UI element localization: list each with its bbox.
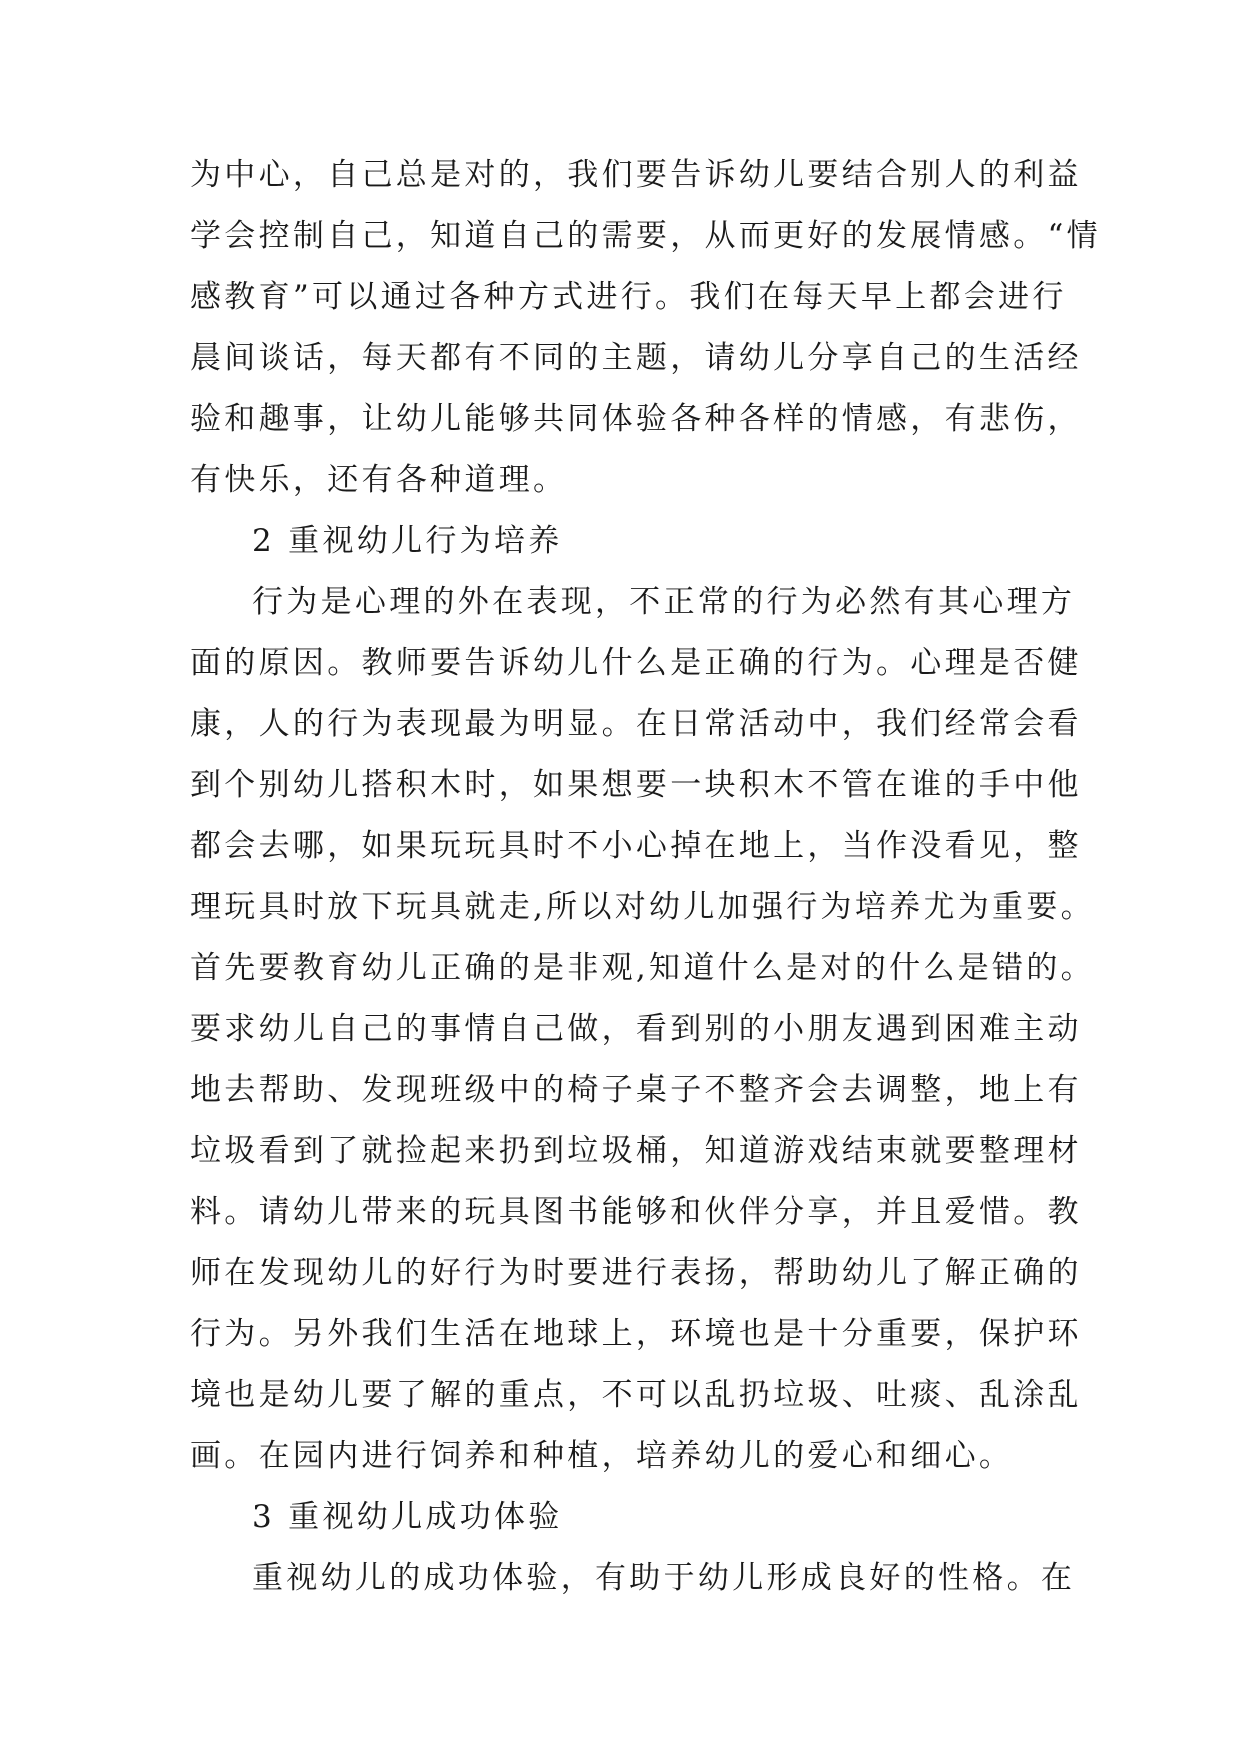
paragraph-line: 料。请幼儿带来的玩具图书能够和伙伴分享，并且爱惜。教: [190, 1194, 1082, 1230]
paragraph-line: 要求幼儿自己的事情自己做，看到别的小朋友遇到困难主动: [190, 1011, 1082, 1047]
paragraph-line: 画。在园内进行饲养和种植，培养幼儿的爱心和细心。: [190, 1438, 1014, 1474]
paragraph-line: 晨间谈话，每天都有不同的主题，请幼儿分享自己的生活经: [190, 340, 1082, 376]
paragraph-line: 地去帮助、发现班级中的椅子桌子不整齐会去调整，地上有: [190, 1072, 1082, 1108]
paragraph-line: 理玩具时放下玩具就走,所以对幼儿加强行为培养尤为重要。: [190, 889, 1095, 925]
paragraph-line: 为中心，自己总是对的，我们要告诉幼儿要结合别人的利益: [190, 157, 1082, 193]
paragraph-line: 感教育”可以通过各种方式进行。我们在每天早上都会进行: [190, 279, 1067, 315]
paragraph-line: 都会去哪，如果玩玩具时不小心掉在地上，当作没看见，整: [190, 828, 1082, 864]
section-heading: 3 重视幼儿成功体验: [252, 1499, 563, 1535]
paragraph-line: 学会控制自己，知道自己的需要，从而更好的发展情感。“情: [190, 218, 1101, 254]
paragraph-line: 验和趣事，让幼儿能够共同体验各种各样的情感，有悲伤，: [190, 401, 1082, 437]
paragraph-line: 重视幼儿的成功体验，有助于幼儿形成良好的性格。在: [252, 1560, 1076, 1596]
paragraph-line: 行为。另外我们生活在地球上，环境也是十分重要，保护环: [190, 1316, 1082, 1352]
paragraph-line: 康，人的行为表现最为明显。在日常活动中，我们经常会看: [190, 706, 1082, 742]
paragraph-line: 境也是幼儿要了解的重点，不可以乱扔垃圾、吐痰、乱涂乱: [190, 1377, 1082, 1413]
paragraph-line: 有快乐，还有各种道理。: [190, 462, 568, 498]
paragraph-line: 面的原因。教师要告诉幼儿什么是正确的行为。心理是否健: [190, 645, 1082, 681]
section-heading: 2 重视幼儿行为培养: [252, 523, 563, 559]
paragraph-line: 首先要教育幼儿正确的是非观,知道什么是对的什么是错的。: [190, 950, 1095, 986]
paragraph-line: 行为是心理的外在表现，不正常的行为必然有其心理方: [252, 584, 1076, 620]
paragraph-line: 师在发现幼儿的好行为时要进行表扬，帮助幼儿了解正确的: [190, 1255, 1082, 1291]
paragraph-line: 到个别幼儿搭积木时，如果想要一块积木不管在谁的手中他: [190, 767, 1082, 803]
paragraph-line: 垃圾看到了就捡起来扔到垃圾桶，知道游戏结束就要整理材: [190, 1133, 1082, 1169]
